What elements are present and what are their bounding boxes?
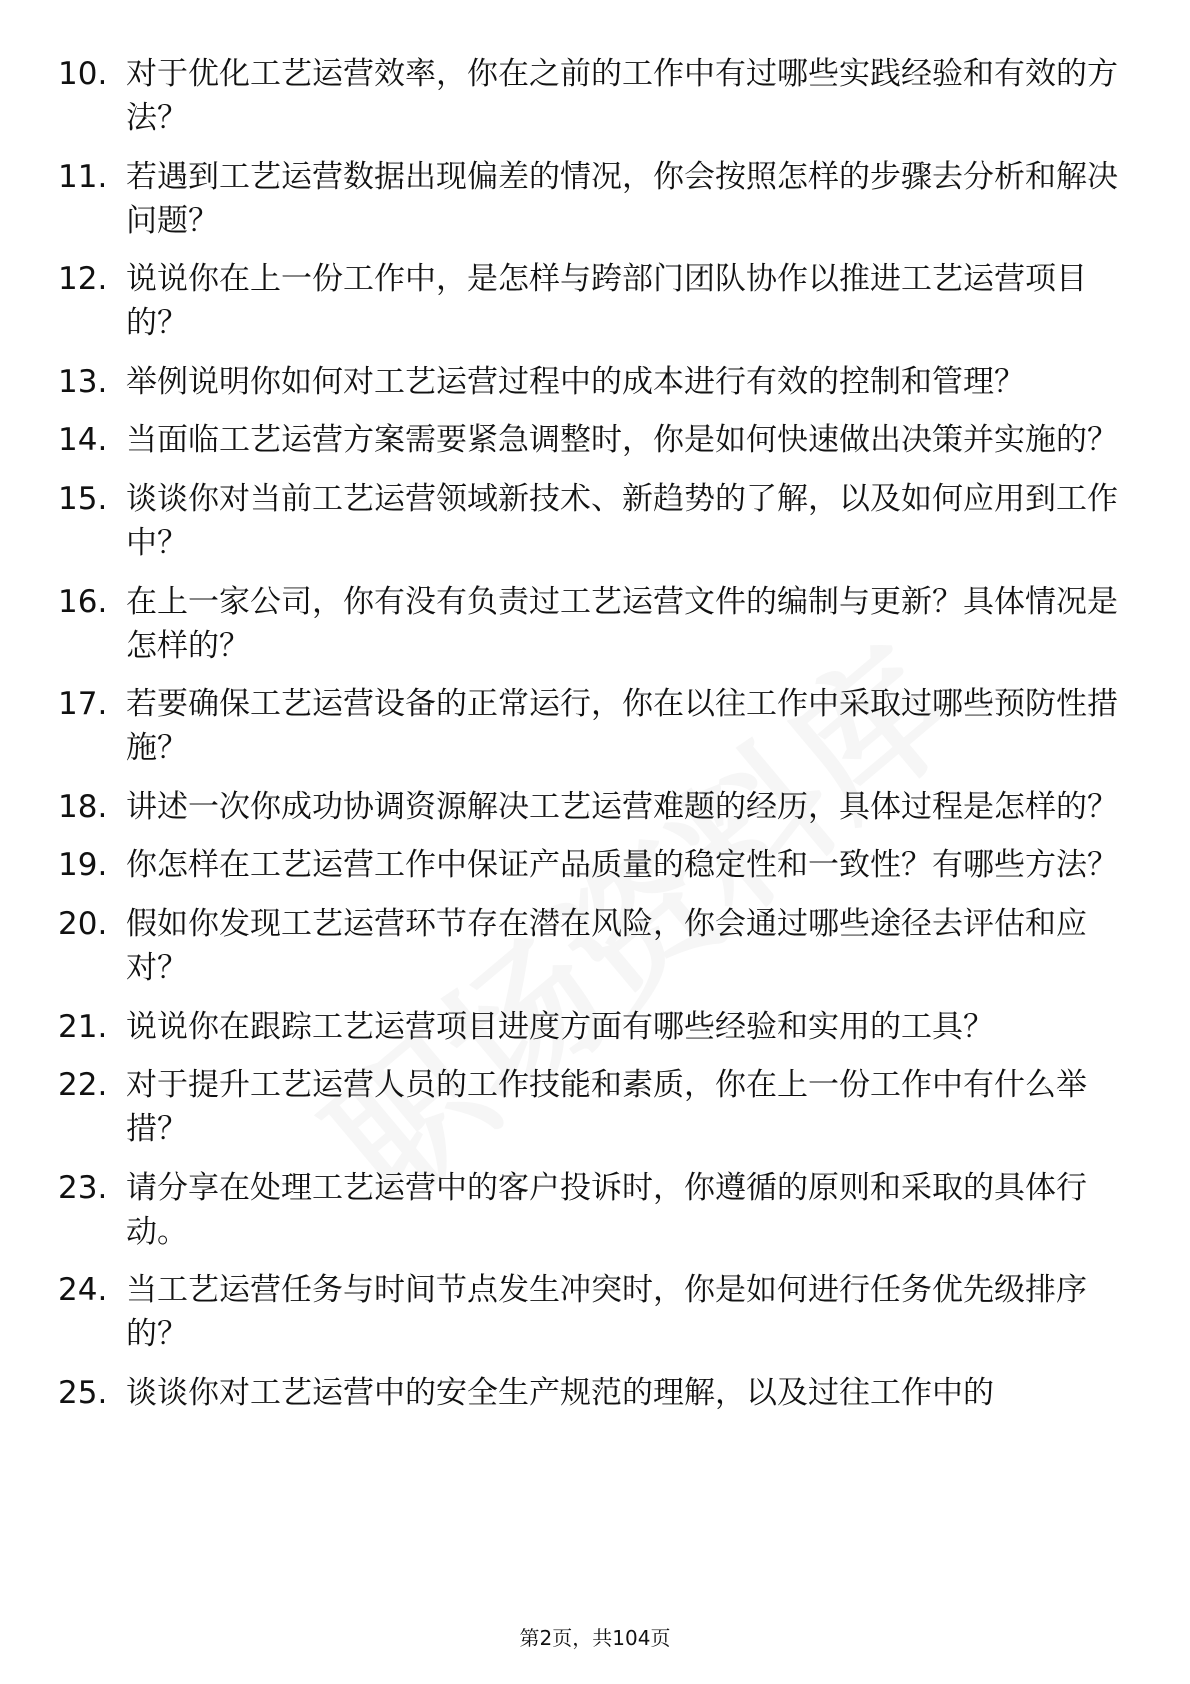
question-text: 谈谈你对当前工艺运营领域新技术、新趋势的了解，以及如何应用到工作中？ — [126, 480, 1118, 561]
question-item — [58, 843, 1118, 887]
question-number: 20. — [58, 905, 108, 942]
question-item — [58, 1005, 1118, 1049]
question-text: 若遇到工艺运营数据出现偏差的情况，你会按照怎样的步骤去分析和解决问题？ — [126, 158, 1118, 239]
question-number: 19. — [58, 847, 108, 884]
question-item — [58, 785, 1118, 829]
question-item — [58, 477, 1118, 565]
question-list — [58, 52, 1118, 1430]
question-text: 请分享在处理工艺运营中的客户投诉时，你遵循的原则和采取的具体行动。 — [126, 1169, 1087, 1250]
question-number: 23. — [58, 1169, 108, 1206]
question-item — [58, 1268, 1118, 1356]
question-text: 在上一家公司，你有没有负责过工艺运营文件的编制与更新？具体情况是怎样的？ — [126, 583, 1118, 664]
question-text: 说说你在跟踪工艺运营项目进度方面有哪些经验和实用的工具？ — [126, 1008, 994, 1045]
question-item — [58, 418, 1118, 462]
question-number: 16. — [58, 583, 108, 620]
question-item — [58, 360, 1118, 404]
question-number: 18. — [58, 788, 108, 825]
question-text: 假如你发现工艺运营环节存在潜在风险，你会通过哪些途径去评估和应对？ — [126, 905, 1087, 986]
question-number: 15. — [58, 480, 108, 517]
question-item — [58, 52, 1118, 140]
question-text: 对于提升工艺运营人员的工作技能和素质，你在上一份工作中有什么举措？ — [126, 1067, 1087, 1148]
question-text: 谈谈你对工艺运营中的安全生产规范的理解，以及过往工作中的 — [126, 1374, 994, 1411]
question-number: 13. — [58, 363, 108, 400]
question-text: 说说你在上一份工作中，是怎样与跨部门团队协作以推进工艺运营项目的？ — [126, 261, 1087, 342]
question-number: 21. — [58, 1008, 108, 1045]
question-number: 24. — [58, 1272, 108, 1309]
question-item — [58, 682, 1118, 770]
question-item — [58, 902, 1118, 990]
question-number: 10. — [58, 56, 108, 92]
question-text: 举例说明你如何对工艺运营过程中的成本进行有效的控制和管理？ — [126, 363, 1025, 400]
question-text: 当面临工艺运营方案需要紧急调整时，你是如何快速做出决策并实施的？ — [126, 422, 1118, 459]
page-footer: 第2页，共104页 — [519, 1626, 671, 1650]
question-number: 17. — [58, 686, 108, 723]
question-number: 25. — [58, 1374, 108, 1411]
question-text: 讲述一次你成功协调资源解决工艺运营难题的经历，具体过程是怎样的？ — [126, 788, 1118, 825]
question-item — [58, 1371, 1118, 1415]
question-item — [58, 1166, 1118, 1254]
question-text: 若要确保工艺运营设备的正常运行，你在以往工作中采取过哪些预防性措施？ — [126, 686, 1118, 767]
question-number: 22. — [58, 1067, 108, 1104]
question-item — [58, 1063, 1118, 1151]
question-text: 你怎样在工艺运营工作中保证产品质量的稳定性和一致性？有哪些方法？ — [126, 847, 1118, 884]
question-item — [58, 580, 1118, 668]
question-number: 11. — [58, 158, 108, 195]
question-text: 对于优化工艺运营效率，你在之前的工作中有过哪些实践经验和有效的方法？ — [126, 56, 1118, 136]
question-number: 14. — [58, 422, 108, 459]
question-item — [58, 257, 1118, 345]
question-item — [58, 155, 1118, 243]
question-text: 当工艺运营任务与时间节点发生冲突时，你是如何进行任务优先级排序的？ — [126, 1272, 1087, 1353]
question-number: 12. — [58, 261, 108, 298]
